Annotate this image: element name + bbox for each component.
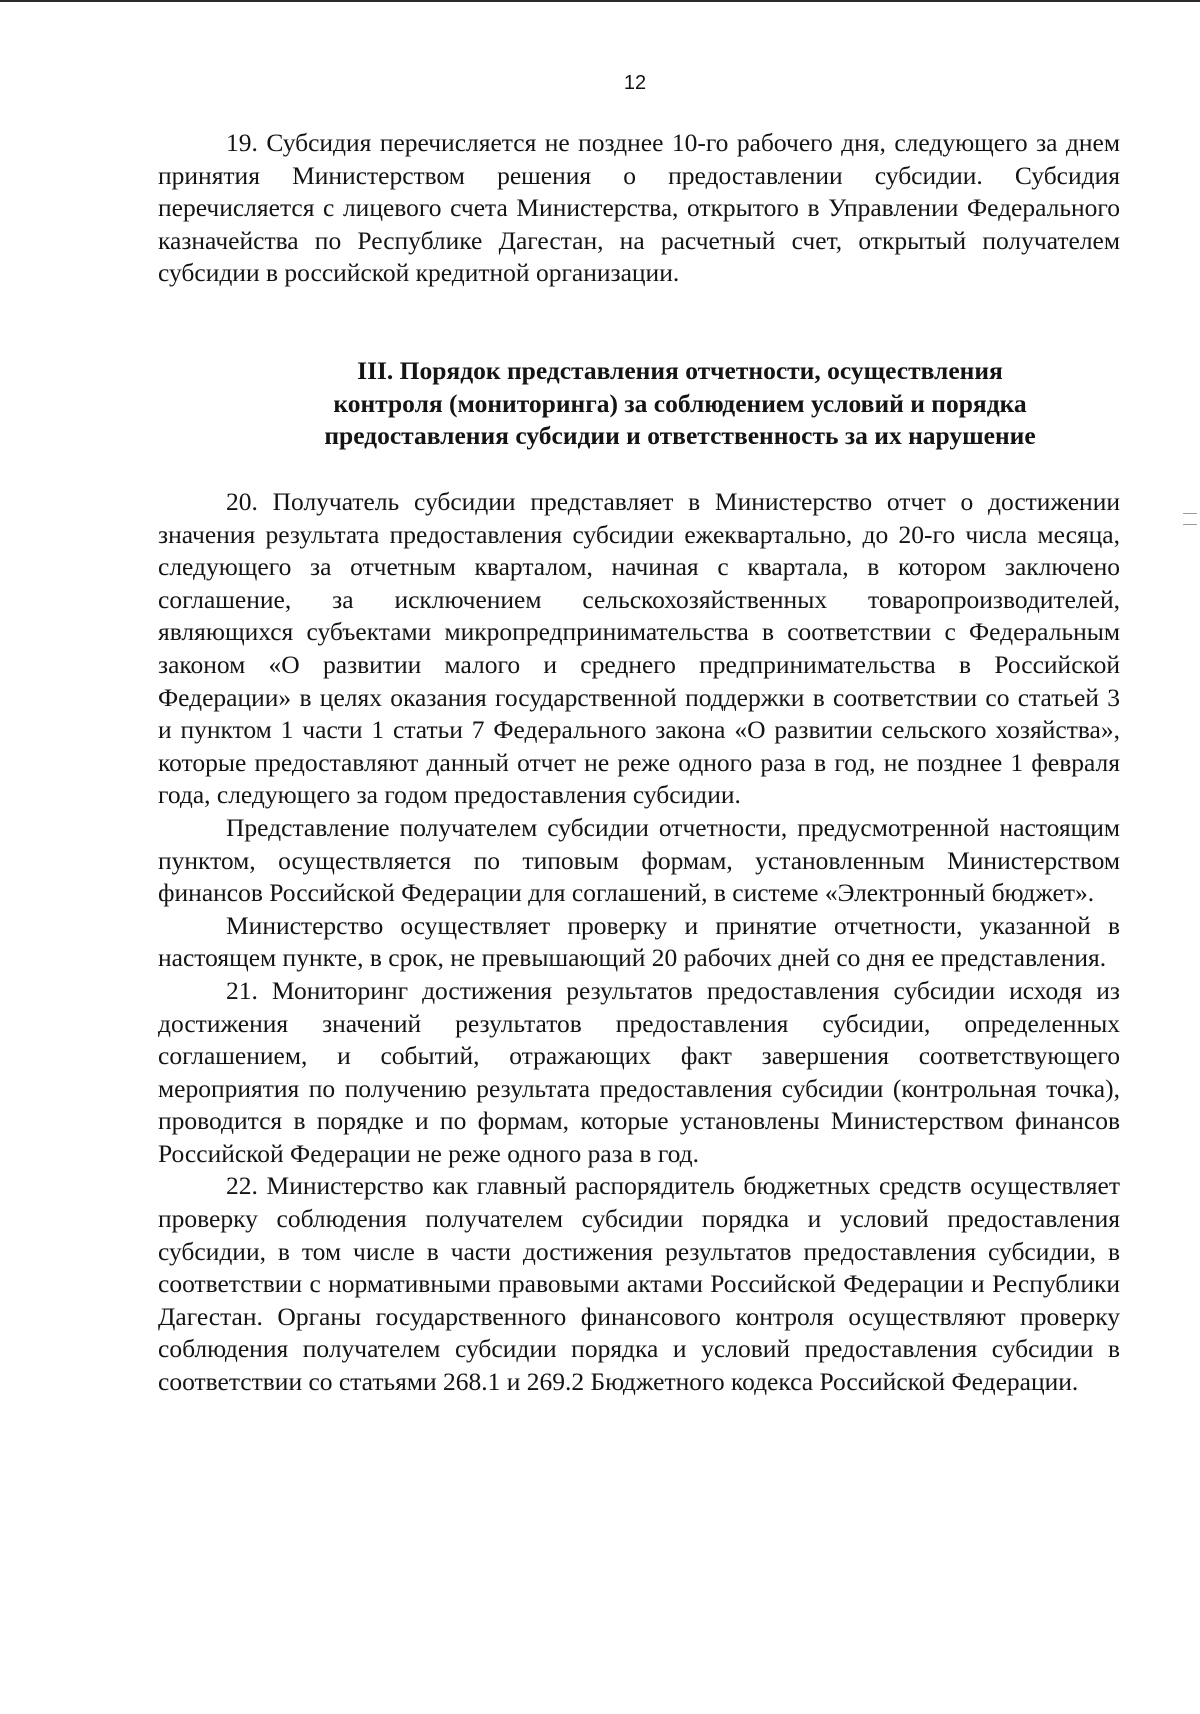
section-heading bbox=[240, 355, 1120, 453]
scan-top-border bbox=[0, 0, 1200, 2]
section-heading-line-3: предоставления субсидии и ответственность за их нарушение bbox=[324, 421, 1036, 451]
paragraph-22: 22. Министерство как главный распорядитель бюджетных средств осуществляет проверку соблюдения получателем субсидии порядка и условий предоставления субсидии, в том числе в части достижения результатов предоставления субсидии, в соответствии с нормативными правовыми актами Российской Федерации и Республики Дагестан. Органы государственного финансового контроля осуществляют проверку соблюдения получателем субсидии порядка и условий предоставления субсидии в соответствии со статьями 268.1 и 269.2 Бюджетного кодекса Российской Федерации. bbox=[158, 1171, 1120, 1397]
paragraph-21: 21. Мониторинг достижения результатов предоставления субсидии исходя из достижения значений результатов предоставления субсидии, определенных соглашением, и событий, отражающих факт завершения соответствующего мероприятия по получению результата предоставления субсидии (контрольная точка), проводится в порядке и по формам, которые установлены Министерством финансов Российской Федерации не реже одного раза в год. bbox=[158, 975, 1120, 1168]
margin-scan-mark bbox=[1183, 513, 1197, 525]
section-heading-line-1: III. Порядок представления отчетности, осуществления bbox=[357, 356, 1003, 385]
paragraph-20: 20. Получатель субсидии представляет в Министерство отчет о достижении значения результата предоставления субсидии ежеквартально, до 20-го числа месяца, следующего за отчетным кварталом, начиная с квартала, в котором заключено соглашение, за исключением сельскохозяйственных товаропроизводителей, являющихся субъектами микропредпринимательства в соответствии с Федеральным законом «О развитии малого и среднего предпринимательства в Российской Федерации» в целях оказания государственной поддержки в соответствии со статьей 3 и пунктом 1 части 1 статьи 7 Федерального закона «О развитии сельского хозяйства», которые предоставляют данный отчет не реже одного раза в год, не позднее 1 февраля года, следующего за годом предоставления субсидии. bbox=[158, 487, 1120, 810]
paragraph-20-reporting-forms: Представление получателем субсидии отчетности, предусмотренной настоящим пунктом, осуществляется по типовым формам, установленным Министерством финансов Российской Федерации для соглашений, в системе «Электронный бюджет». bbox=[158, 812, 1120, 908]
paragraph-19-block bbox=[158, 127, 1120, 290]
paragraph-19: 19. Субсидия перечисляется не позднее 10-го рабочего дня, следующего за днем принятия Министерством решения о предоставлении субсидии. Субсидия перечисляется с лицевого счета Министерства, открытого в Управлении Федерального казначейства по Республике Дагестан, на расчетный счет, открытый получателем субсидии в российской кредитной организации. bbox=[158, 128, 1120, 288]
section-heading-line-2: контроля (мониторинга) за соблюдением условий и порядка bbox=[333, 388, 1027, 418]
section-body bbox=[158, 486, 1120, 1399]
page-number: 12 bbox=[623, 72, 647, 94]
paragraph-20-verification: Министерство осуществляет проверку и принятие отчетности, указанной в настоящем пункте, в срок, не превышающий 20 рабочих дней со дня ее представления. bbox=[158, 910, 1120, 973]
